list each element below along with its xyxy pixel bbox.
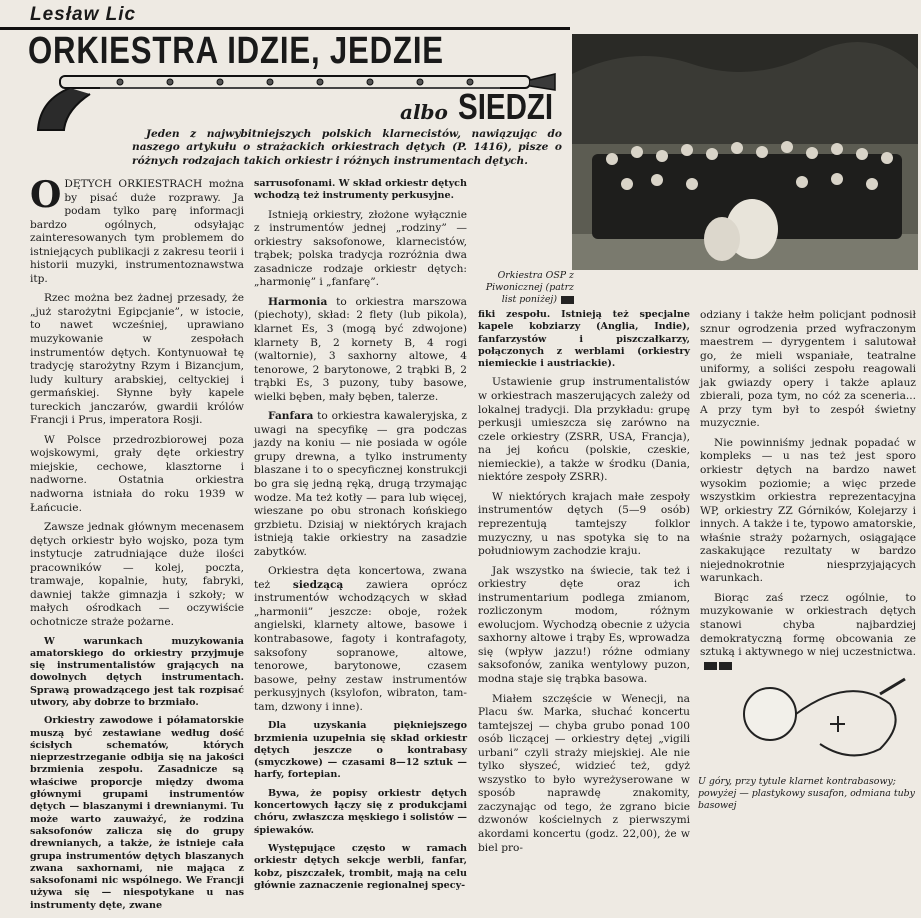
- text-column-1: ODĘTYCH ORKIESTRACH można by pisać duże rozprawy. Ja podam tylko parę informacji bardzo ogólnych, odsyłając zainteresowanych tym problemem do istniejących publikacji z zakresu teorii i historii muzyki, instrumentoznawstwa itp. Rzec można bez żadnej przesady, że „już starożytni Egipcjanie”, w istocie, to nawet wcześniej, uprawiano muzykowanie w zespołach instrumentów dętych. Kontynuował tę tradycję starożytny Rzym i Bizancjum, ludy kultury arabskiej, celtyckiej i germańskiej. Słynne były kapele tureckich janczarów, gwardii królów Francji i Prus, imperatora Rosji. W Polsce przedrozbiorowej poza wojskowymi, grały dęte orkiestry miejskie, cechowe, klasztorne i nadworne. Ostatnia orkiestra nadworna istniała do roku 1939 w Łańcucie. Zawsze jednak głównym mecenasem dętych orkiestr było wojsko, poza tym instytucje zatrudniające duże ilości pracowników — kolej, poczta, tramwaje, kopalnie, huty, fabryki, dawniej także gimnazja i szkoły; w małych ośrodkach — oczywiście ochotnicze straże pożarne. W warunkach muzykowania amatorskiego do orkiestry przyjmuje się instrumentalistów grających na dowolnych dętych instrumentach. Sprawą prowadzącego jest tak rozpisać utwory, aby dobrze to brzmiało. Orkiestry zawodowe i półamatorskie muszą być zestawiane według dość ścisłych schematów, których nieprzestrzeganie odbija się na jakości brzmienia zespołu. Zasadnicze są właściwe proporcje między dwoma głównymi grupami instrumentów dętych — blaszanymi i drewnianymi. Tu może warto zauważyć, że rodzina saksofonów zalicza się do grupy drewnianych, a także, że istnieje cała grupa instrumentów dętych blaszanych zwana saxhornami, nie mająca z saksofonami nic wspólnego. We Francji używa się — niespotykane u nas instrumenty dęte, zwane: [30, 174, 244, 911]
- paragraph: Miałem szczęście w Wenecji, na Placu św. Marka, słuchać koncertu tamtejszej — chyba grubo ponad 100 osób liczącej — orkiestry dętej „vigili urbani” czyli straży miejskiej. Ale nie tylko słyszeć, widzieć też, gdyż wszystko to było wyreżyserowane w sposób naprawdę znakomity, zaczynając od tego, że zgrano bicie dzwonów kościelnych z pierwszymi akordami koncertu (godz. 22,00), że w biel pro-: [478, 692, 690, 854]
- photo-caption: Orkiestra OSP z Piwonicznej (patrz list poniżej): [485, 270, 574, 305]
- paragraph: Orkiestry zawodowe i półamatorskie muszą być zestawiane według dość ścisłych schematów, których nieprzestrzeganie odbija się na jakości brzmienia zespołu. Zasadnicze są właściwe proporcje między dwoma głównymi grupami instrumentów dętych — blaszanymi i drewnianymi. Tu może warto zauważyć, że rodzina saksofonów zalicza się do grupy drewnianych, a także, że istnieje cała grupa instrumentów dętych blaszanych zwana saxhornami, nie mająca z saksofonami nic wspólnego. We Francji używa się — niespotykane u nas instrumenty dęte, zwane: [30, 715, 244, 911]
- paragraph: Ustawienie grup instrumentalistów w orkiestrach maszerujących zależy od lokalnej tradycji. Dla przykładu: grupę perkusji umieszcza się zarówno na czele orkiestry (ZSRR, USA, Francja), na jej końcu (polskie, czeskie, niemieckie), a także w środku (Dania, niektóre zespoły ZSRR).: [478, 376, 690, 484]
- article-title: ORKIESTRA IDZIE, JEDZIE: [28, 30, 444, 72]
- paragraph: Fanfara to orkiestra kawaleryjska, z uwagi na specyfikę — gra podczas jazdy na koniu — nie posiada w ogóle grupy drewna, a tylko instrumenty blaszane i to o specyficznej konstrukcji bo gra się jedną ręką, drugą trzymając wodze. Ma też kotły — para lub więcej, wieszane po obu stronach końskiego grzbietu. Dzisiaj w niektórych krajach istnieją takie orkiestry na zasadzie zabytków.: [254, 410, 467, 558]
- title-siedzi: SIEDZI: [458, 86, 554, 127]
- end-mark: [561, 296, 574, 304]
- paragraph: Biorąc zaś rzecz ogólnie, to muzykowanie w orkiestrach dętych stanowi chyba najbardziej demokratyczną formę obcowania ze sztuką i aktywnego w niej uczestnictwa.: [700, 592, 916, 673]
- paragraph: Harmonia to orkiestra marszowa (piechoty), skład: 2 flety (lub pikola), klarnet Es, 3 (mogą być zdwojone) klarnety B, 2 kornety B, 4 rogi (waltornie), 3 saxhorny altowe, 4 tenorowe, 2 barytonowe, 2 trąbki B, 2 trąbki Es, 3 puzony, tuby basowe, wielki bęben, mały bęben, talerze.: [254, 295, 467, 403]
- term-siedzaca: siedzącą: [292, 578, 344, 591]
- paragraph: W warunkach muzykowania amatorskiego do orkiestry przyjmuje się instrumentalistów grających na dowolnych dętych instrumentach. Sprawą prowadzącego jest tak rozpisać utwory, aby dobrze to brzmiało.: [30, 635, 244, 708]
- text-column-2: [254, 178, 467, 898]
- article-lead: Jeden z najwybitniejszych polskich klarnecistów, nawiązując do naszego artykułu o strażackich orkiestrach dętych (P. 1416), pisze o różnych rodzajach takich orkiestr i różnych instrumentach dętych.: [132, 128, 562, 167]
- term-harmonia: Harmonia: [268, 295, 328, 308]
- paragraph: sarrusofonami. W skład orkiestr dętych wchodzą też instrumenty perkusyjne.: [254, 178, 467, 202]
- text-column-4: [700, 309, 916, 679]
- drop-cap: O: [30, 174, 62, 216]
- paragraph: odziany i także hełm policjant podnosił sznur ogrodzenia przed wyfraczonym maestrem — dyrygentem i salutował go, że mieli wspaniałe, teatralne uniformy, a soliści zespołu reagowali jak gwiazdy opery i także aplauz zbierali, poza tym, no cóż za sceneria... A przy tym był to zespół świetny muzycznie.: [700, 309, 916, 430]
- paragraph: Jak wszystko na świecie, tak też i orkiestry dęte oraz ich instrumentarium podlega zmianom, rozliczonym modom, różnym ewolucjom. Wychodzą obecnie z użycia saxhorny altowe i trąby Es, wprowadza się (wpływ jazzu!) różne odmiany saksofonów, zanika wentylowy puzon, modna staje się trąbka basowa.: [478, 564, 690, 685]
- term-fanfara: Fanfara: [268, 410, 314, 423]
- orchestra-photo: [572, 34, 918, 270]
- paragraph: Istnieją orkiestry, złożone wyłącznie z instrumentów jednej „rodziny” — orkiestry saksofonowe, klarnecistów, trąbek; polska tradycja rozróżnia dwa zasadnicze rodzaje orkiestr dętych: „harmonię” i „fanfarę”.: [254, 208, 467, 289]
- paragraph: W niektórych krajach małe zespoły instrumentów dętych (5—9 osób) reprezentują tamtejszy folklor muzyczny, u nas spotyka się to na południowym zachodzie kraju.: [478, 490, 690, 558]
- paragraph: Bywa, że popisy orkiestr dętych koncertowych łączy się z produkcjami chóru, zwłaszcza męskiego i solistów — śpiewaków.: [254, 787, 467, 836]
- sousaphone-illustration: [730, 654, 918, 774]
- paragraph: W Polsce przedrozbiorowej poza wojskowymi, grały dęte orkiestry miejskie, cechowe, klasztorne i nadworne. Ostatnia orkiestra nadworna istniała do roku 1939 w Łańcucie.: [30, 433, 244, 514]
- paragraph: fiki zespołu. Istnieją też specjalne kapele kobziarzy (Anglia, Indie), fanfarzystów i piszczałkarzy, połączonych z werblami (orkiestry niemieckie i austriackie).: [478, 309, 690, 370]
- end-mark: [704, 662, 717, 670]
- paragraph: Orkiestra dęta koncertowa, zwana też siedzącą zawiera oprócz instrumentów wchodzących w skład „harmonii” jeszcze: oboje, rożek angielski, klarnety altowe, basowe i kontrabasowe, fagoty i kontrafagoty, saksofony sopranowe, altowe, tenorowe, barytonowe, czasem basowe, pełny zestaw instrumentów perkusyjnych (ksylofon, wibraton, tam-tam, dzwony i inne).: [254, 565, 467, 713]
- paragraph: Nie powinniśmy jednak popadać w kompleks — u nas też jest sporo orkiestr dętych na bardzo nawet wysokim poziomie; a więc przede wszystkim orkiestra reprezentacyjna WP, orkiestry ZZ Górników, Kolejarzy i innych. A także i te, typowo amatorskie, właśnie straży pożarnych, osiągające zaskakujące rezultaty w bardzo niejednokrotnie niesprzyjających warunkach.: [700, 436, 916, 585]
- title-albo: albo: [400, 100, 448, 124]
- paragraph: Zawsze jednak głównym mecenasem dętych orkiestr było wojsko, poza tym instytucje zatrudniające duże ilości pracowników — kolej, poczta, tramwaje, kopalnie, huty, fabryki, dawniej także gimnazja i szkoły; w małych ośrodkach — oczywiście ochotnicze straże pożarne.: [30, 521, 244, 628]
- paragraph: Rzec można bez żadnej przesady, że „już starożytni Egipcjanie”, w istocie, to nawet wcześniej, uprawiano muzykowanie w zespołach instrumentów dętych. Kontynuował tę tradycję starożytny Rzym i Bizancjum, ludy kultury arabskiej, celtyckiej i germańskiej. Słynne były kapele tureckich janczarów, gwardii królów Francji i Prus, imperatora Rosji.: [30, 292, 244, 427]
- text-column-3: [478, 309, 690, 861]
- paragraph: Dla uzyskania piękniejszego brzmienia uzupełnia się skład orkiestr dętych jeszcze o kontrabasy (smyczkowe) — czasami 8—12 sztuk — harfy, fortepian.: [254, 720, 467, 781]
- author-name: Lesław Lic: [30, 4, 137, 25]
- bottom-caption: U góry, przy tytule klarnet kontrabasowy; powyżej — plastykowy susafon, odmiana tuby basowej: [698, 776, 915, 811]
- paragraph: Występujące często w ramach orkiestr dętych sekcje werbli, fanfar, kobz, piszczałek, trombit, mają na celu głównie zaznaczenie regionalnej specy-: [254, 842, 467, 891]
